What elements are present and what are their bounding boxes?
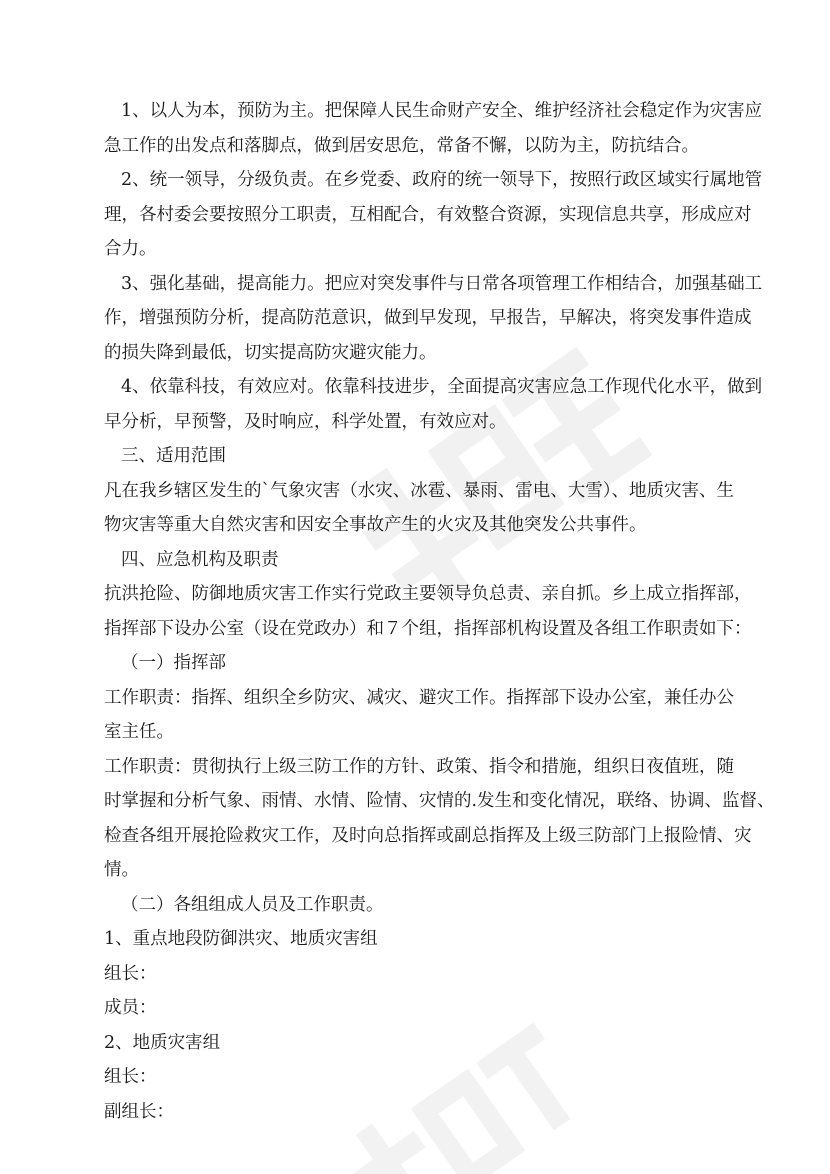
field-label: 副组长：	[104, 1101, 174, 1122]
text-line: 工作职责：贯彻执行上级三防工作的方针、政策、指令和措施，组织日夜值班，随	[104, 756, 734, 777]
field-label: 组长：	[104, 963, 157, 984]
text-line: 工作职责：指挥、组织全乡防灾、减灾、避灾工作。指挥部下设办公室，兼任办公	[104, 687, 734, 708]
group-title: 1、重点地段防御洪灾、地质灾害组	[104, 929, 378, 949]
text-line: 检查各组开展抢险救灾工作，及时向总指挥或副总指挥及上级三防部门上报险情、灾	[104, 825, 752, 846]
text-line: 4、依靠科技，有效应对。依靠科技进步，全面提高灾害应急工作现代化水平，做到	[121, 377, 763, 397]
section-heading: 四、应急机构及职责	[121, 549, 279, 570]
subsection-heading: （一）指挥部	[121, 653, 226, 673]
field-label: 成员：	[104, 998, 157, 1018]
text-line: 情。	[104, 860, 139, 880]
text-line: 2、统一领导，分级负责。在乡党委、政府的统一领导下，按照行政区域实行属地管	[121, 170, 763, 190]
text-line: 的损失降到最低，切实提高防灾避灾能力。	[104, 342, 437, 363]
text-line: 室主任。	[104, 722, 174, 742]
field-label: 组长：	[104, 1067, 157, 1087]
text-line: 1、以人为本，预防为主。把保障人民生命财产安全、维护经济社会稳定作为灾害应	[121, 101, 763, 121]
section-heading: 三、适用范围	[121, 446, 226, 466]
text-line: 理，各村委会要按照分工职责，互相配合，有效整合资源，实现信息共享，形成应对	[104, 204, 752, 225]
subsection-heading: （二）各组组成人员及工作职责。	[121, 894, 384, 915]
text-line: 急工作的出发点和落脚点，做到居安思危，常备不懈，以防为主，防抗结合。	[104, 135, 699, 156]
text-line: 指挥部下设办公室（设在党政办）和７个组，指挥部机构设置及各组工作职责如下：	[104, 618, 752, 639]
text-line: 时掌握和分析气象、雨情、水情、险情、灾情的.发生和变化情况，联络、协调、监督、	[104, 791, 775, 811]
group-title: 2、地质灾害组	[104, 1032, 221, 1053]
text-line: 抗洪抢险、防御地质灾害工作实行党政主要领导负总责、亲自抓。乡上成立指挥部，	[104, 584, 752, 604]
text-line: 作，增强预防分析，提高防范意识，做到早发现，早报告，早解决，将突发事件造成	[104, 308, 752, 328]
document-body	[104, 94, 775, 1129]
text-line: 3、强化基础，提高能力。把应对突发事件与日常各项管理工作相结合，加强基础工	[121, 273, 763, 294]
text-line: 凡在我乡辖区发生的`气象灾害（水灾、冰雹、暴雨、雷电、大雪）、地质灾害、生	[104, 480, 734, 501]
text-line: 物灾害等重大自然灾害和因安全事故产生的火灾及其他突发公共事件。	[104, 515, 647, 535]
text-line: 早分析，早预警，及时响应，科学处置，有效应对。	[104, 411, 507, 432]
text-line: 合力。	[104, 239, 157, 259]
